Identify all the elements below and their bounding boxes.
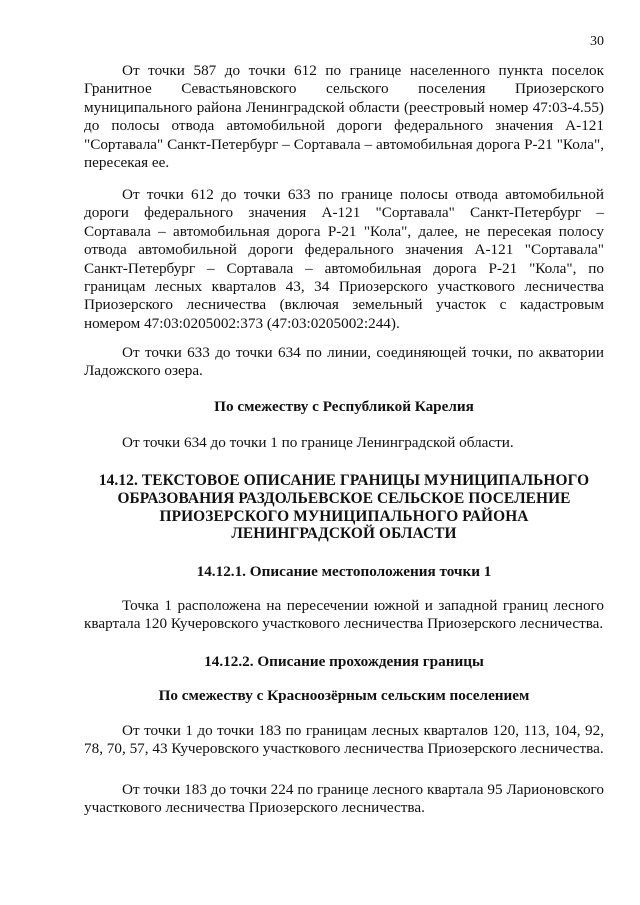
paragraph-1-183: От точки 1 до точки 183 по границам лесных кварталов 120, 113, 104, 92, 78, 70, 57, 43 Кучеровского участкового лесничества Приозерского лесничества. [84, 722, 604, 758]
section-title-line-4: ЛЕНИНГРАДСКОЙ ОБЛАСТИ [231, 525, 457, 543]
paragraph-612-633: От точки 612 до точки 633 по границе полосы отвода автомобильной дороги федерального значения А-121 "Сортавала" Санкт-Петербург – Сортавала – автомобильная дорога Р-21 "Кола", далее, не пересекая полосу отвода автомобильной дороги федерального значения А-121 "Сортавала" Санкт-Петербург – Сортавала – автомобильная дорога Р-21 "Кола", по границам лесных кварталов 43, 34 Приозерского участкового лесничества Приозерского лесничества (включая земельный участок с кадастровым номером 47:03:0205002:373 (47:03:0205002:244). [84, 186, 604, 332]
paragraph-point-1-location: Точка 1 расположена на пересечении южной и западной границ лесного квартала 120 Кучеровского участкового лесничества Приозерского лесничества. [84, 597, 604, 633]
subheading-boundary: 14.12.2. Описание прохождения границы [204, 653, 484, 670]
section-title-line-2: ОБРАЗОВАНИЯ РАЗДОЛЬЕВСКОЕ СЕЛЬСКОЕ ПОСЕЛЕНИЕ [117, 489, 571, 507]
paragraph-633-634: От точки 633 до точки 634 по линии, соединяющей точки, по акватории Ладожского озера. [84, 344, 604, 380]
page-number: 30 [590, 34, 604, 49]
heading-krasnoozernoe: По смежеству с Красноозёрным сельским поселением [158, 687, 530, 704]
heading-karelia: По смежеству с Республикой Карелия [214, 398, 474, 415]
paragraph-183-224: От точки 183 до точки 224 по границе лесного квартала 95 Ларионовского участкового лесничества Приозерского лесничества. [84, 781, 604, 817]
section-title [84, 472, 604, 543]
section-title-line-3: ПРИОЗЕРСКОГО МУНИЦИПАЛЬНОГО РАЙОНА [159, 507, 529, 525]
paragraph-634-1: От точки 634 до точки 1 по границе Ленинградской области. [122, 434, 514, 451]
subheading-point-1: 14.12.1. Описание местоположения точки 1 [196, 563, 492, 580]
paragraph-587-612: От точки 587 до точки 612 по границе населенного пункта поселок Гранитное Севастьяновского сельского поселения Приозерского муниципального района Ленинградской области (реестровый номер 47:03-4.55) до полосы отвода автомобильной дороги федерального значения А-121 "Сортавала" Санкт-Петербург – Сортавала – автомобильная дорога Р-21 "Кола", пересекая ее. [84, 62, 604, 172]
section-title-line-1: 14.12. ТЕКСТОВОЕ ОПИСАНИЕ ГРАНИЦЫ МУНИЦИПАЛЬНОГО [98, 472, 590, 489]
